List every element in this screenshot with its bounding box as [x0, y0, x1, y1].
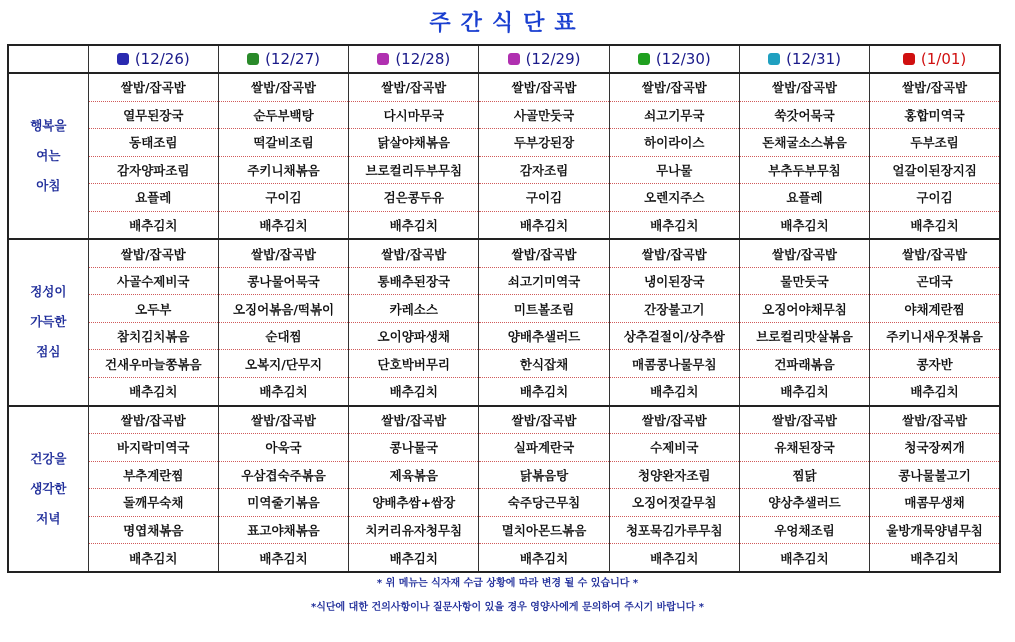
menu-item: 떡갈비조림: [218, 129, 348, 157]
menu-item: 바지락미역국: [88, 434, 218, 462]
menu-item: 검은콩두유: [349, 184, 479, 212]
menu-item: 하이라이스: [609, 129, 739, 157]
menu-item: 쌀밥/잡곡밥: [218, 239, 348, 267]
header-corner: [8, 45, 88, 73]
menu-item: 배추김치: [479, 377, 609, 405]
menu-item: 쌀밥/잡곡밥: [349, 406, 479, 434]
menu-item: 닭살야채볶음: [349, 129, 479, 157]
menu-item: 쌀밥/잡곡밥: [609, 239, 739, 267]
menu-item: 멸치아몬드볶음: [479, 516, 609, 544]
menu-item: 쇠고기무국: [609, 101, 739, 129]
menu-item: 쌀밥/잡곡밥: [870, 406, 1000, 434]
menu-item: 배추김치: [739, 211, 869, 239]
menu-item: 쌀밥/잡곡밥: [349, 73, 479, 101]
menu-item: 청국장찌개: [870, 434, 1000, 462]
menu-item: 곤대국: [870, 267, 1000, 295]
menu-item: 오이양파생채: [349, 322, 479, 350]
menu-row: [8, 406, 1000, 434]
menu-row: [8, 434, 1000, 462]
menu-item: 미트볼조림: [479, 295, 609, 323]
menu-item: 구이김: [870, 184, 1000, 212]
meal-label-line: 점심: [36, 344, 61, 360]
menu-item: 오두부: [88, 295, 218, 323]
day-date-label: (12/29): [525, 50, 581, 68]
page-title: 주간식단표: [429, 11, 586, 36]
menu-item: 동태조림: [88, 129, 218, 157]
menu-item: 부추계란찜: [88, 461, 218, 489]
menu-item: 감자양파조림: [88, 156, 218, 184]
menu-row: [8, 156, 1000, 184]
menu-item: 쑥갓어묵국: [739, 101, 869, 129]
day-date-label: (12/31): [786, 50, 841, 68]
menu-item: 오복지/단무지: [218, 350, 348, 378]
day-date-label: (12/30): [655, 50, 711, 68]
menu-item: 건새우마늘쫑볶음: [88, 350, 218, 378]
menu-item: 쌀밥/잡곡밥: [870, 73, 1000, 101]
menu-item: 브로컬리두부무침: [349, 156, 479, 184]
menu-item: 배추김치: [218, 377, 348, 405]
meal-label: [8, 73, 88, 239]
meal-label-line: 건강을: [30, 450, 67, 466]
menu-item: 배추김치: [349, 211, 479, 239]
menu-item: 쌀밥/잡곡밥: [870, 239, 1000, 267]
menu-item: 미역줄기볶음: [218, 489, 348, 517]
menu-item: 배추김치: [609, 544, 739, 572]
day-header: [479, 45, 609, 73]
menu-item: 야채계란찜: [870, 295, 1000, 323]
menu-item: 물만둣국: [739, 267, 869, 295]
menu-item: 사골만둣국: [479, 101, 609, 129]
menu-row: [8, 73, 1000, 101]
menu-item: 배추김치: [479, 544, 609, 572]
meal-label-line: 아침: [36, 178, 61, 194]
menu-item: 돌깨무숙채: [88, 489, 218, 517]
menu-row: [8, 211, 1000, 239]
menu-item: 오징어야채무침: [739, 295, 869, 323]
day-mark-icon: [377, 53, 389, 65]
menu-item: 유채된장국: [739, 434, 869, 462]
day-header: [870, 45, 1000, 73]
menu-item: 냉이된장국: [609, 267, 739, 295]
menu-item: 순대찜: [218, 322, 348, 350]
menu-item: 구이김: [218, 184, 348, 212]
menu-row: [8, 377, 1000, 405]
menu-item: 쌀밥/잡곡밥: [479, 73, 609, 101]
menu-item: 얼갈이된장지짐: [870, 156, 1000, 184]
menu-item: 쌀밥/잡곡밥: [739, 239, 869, 267]
menu-item: 콩나물어묵국: [218, 267, 348, 295]
menu-item: 실파계란국: [479, 434, 609, 462]
day-header: [88, 45, 218, 73]
menu-item: 콩나물국: [349, 434, 479, 462]
meal-label-line: 행복을: [30, 118, 67, 134]
menu-item: 쌀밥/잡곡밥: [609, 73, 739, 101]
menu-item: 두부조림: [870, 129, 1000, 157]
day-date-label: (12/28): [395, 50, 451, 68]
menu-item: 표고야채볶음: [218, 516, 348, 544]
menu-item: 치커리유자청무침: [349, 516, 479, 544]
weekly-menu-table: [7, 44, 1001, 573]
menu-item: 홍합미역국: [870, 101, 1000, 129]
meal-label-line: 정성이: [30, 284, 67, 300]
menu-row: [8, 267, 1000, 295]
meal-label-line: 저녁: [36, 510, 61, 526]
menu-row: [8, 322, 1000, 350]
menu-item: 양상추샐러드: [739, 489, 869, 517]
menu-item: 배추김치: [609, 377, 739, 405]
menu-item: 배추김치: [88, 544, 218, 572]
menu-item: 간장불고기: [609, 295, 739, 323]
menu-item: 배추김치: [218, 211, 348, 239]
menu-item: 수제비국: [609, 434, 739, 462]
menu-item: 건파래볶음: [739, 350, 869, 378]
menu-item: 청양완자조림: [609, 461, 739, 489]
menu-item: 상추겉절이/상추쌈: [609, 322, 739, 350]
meal-label-line: 가득한: [30, 314, 67, 330]
menu-item: 주키니새우젓볶음: [870, 322, 1000, 350]
menu-item: 배추김치: [739, 544, 869, 572]
menu-item: 오렌지주스: [609, 184, 739, 212]
menu-item: 배추김치: [609, 211, 739, 239]
menu-row: [8, 350, 1000, 378]
day-header: [218, 45, 348, 73]
meal-label-line: 여는: [36, 148, 61, 164]
menu-item: 쌀밥/잡곡밥: [349, 239, 479, 267]
day-date-label: (1/01): [920, 50, 967, 68]
day-mark-icon: [768, 53, 780, 65]
menu-item: 배추김치: [870, 377, 1000, 405]
menu-item: 제육볶음: [349, 461, 479, 489]
day-header: [349, 45, 479, 73]
menu-body: [8, 73, 1000, 572]
day-date-label: (12/26): [134, 50, 190, 68]
menu-item: 감자조림: [479, 156, 609, 184]
menu-item: 쌀밥/잡곡밥: [218, 406, 348, 434]
menu-row: [8, 461, 1000, 489]
menu-item: 쌀밥/잡곡밥: [479, 406, 609, 434]
menu-item: 찜닭: [739, 461, 869, 489]
menu-row: [8, 516, 1000, 544]
menu-item: 무나물: [609, 156, 739, 184]
menu-row: [8, 129, 1000, 157]
menu-item: 돈채굴소스볶음: [739, 129, 869, 157]
menu-item: 열무된장국: [88, 101, 218, 129]
menu-item: 단호박버무리: [349, 350, 479, 378]
day-mark-icon: [508, 53, 520, 65]
menu-item: 주키니채볶음: [218, 156, 348, 184]
menu-row: [8, 544, 1000, 572]
menu-item: 매콤무생채: [870, 489, 1000, 517]
menu-item: 매콤콩나물무침: [609, 350, 739, 378]
menu-item: 통배추된장국: [349, 267, 479, 295]
menu-item: 울방개묵양념무침: [870, 516, 1000, 544]
menu-item: 우엉채조림: [739, 516, 869, 544]
menu-item: 쇠고기미역국: [479, 267, 609, 295]
menu-item: 쌀밥/잡곡밥: [479, 239, 609, 267]
menu-item: 순두부백탕: [218, 101, 348, 129]
menu-item: 쌀밥/잡곡밥: [739, 406, 869, 434]
menu-row: [8, 489, 1000, 517]
menu-item: 배추김치: [88, 211, 218, 239]
menu-item: 카레소스: [349, 295, 479, 323]
menu-item: 배추김치: [218, 544, 348, 572]
day-header: [739, 45, 869, 73]
meal-label: [8, 406, 88, 572]
menu-item: 우삼겹숙주볶음: [218, 461, 348, 489]
day-header-row: [8, 45, 1000, 73]
menu-item: 다시마무국: [349, 101, 479, 129]
menu-item: 양배추쌈+쌈장: [349, 489, 479, 517]
meal-label: [8, 239, 88, 405]
notice-change: * 위 메뉴는 식자재 수급 상황에 따라 변경 될 수 있습니다 *: [376, 578, 639, 589]
menu-item: 쌀밥/잡곡밥: [739, 73, 869, 101]
menu-item: 요플레: [88, 184, 218, 212]
menu-item: 배추김치: [870, 544, 1000, 572]
menu-item: 청포묵김가루무침: [609, 516, 739, 544]
menu-item: 배추김치: [870, 211, 1000, 239]
menu-item: 오징어젓갈무침: [609, 489, 739, 517]
menu-item: 배추김치: [88, 377, 218, 405]
menu-row: [8, 295, 1000, 323]
menu-item: 양배추샐러드: [479, 322, 609, 350]
menu-item: 브로컬리맛살볶음: [739, 322, 869, 350]
day-header: [609, 45, 739, 73]
menu-item: 쌀밥/잡곡밥: [88, 73, 218, 101]
menu-item: 콩나물불고기: [870, 461, 1000, 489]
notice-contact: *식단에 대한 건의사항이나 질문사항이 있을 경우 영양사에게 문의하여 주시기 바랍니다 *: [310, 602, 705, 613]
day-mark-icon: [638, 53, 650, 65]
day-mark-icon: [117, 53, 129, 65]
menu-item: 쌀밥/잡곡밥: [609, 406, 739, 434]
menu-item: 숙주당근무침: [479, 489, 609, 517]
day-mark-icon: [903, 53, 915, 65]
menu-item: 배추김치: [349, 544, 479, 572]
menu-item: 배추김치: [479, 211, 609, 239]
day-date-label: (12/27): [265, 50, 320, 68]
menu-item: 아욱국: [218, 434, 348, 462]
menu-item: 쌀밥/잡곡밥: [218, 73, 348, 101]
menu-item: 명엽채볶음: [88, 516, 218, 544]
menu-item: 부추두부무침: [739, 156, 869, 184]
menu-item: 한식잡채: [479, 350, 609, 378]
meal-label-line: 생각한: [30, 480, 67, 496]
menu-item: 닭볶음탕: [479, 461, 609, 489]
menu-item: 오징어볶음/떡볶이: [218, 295, 348, 323]
menu-item: 쌀밥/잡곡밥: [88, 406, 218, 434]
day-mark-icon: [247, 53, 259, 65]
menu-row: [8, 184, 1000, 212]
menu-item: 두부강된장: [479, 129, 609, 157]
menu-item: 구이김: [479, 184, 609, 212]
menu-item: 참치김치볶음: [88, 322, 218, 350]
menu-item: 쌀밥/잡곡밥: [88, 239, 218, 267]
menu-item: 배추김치: [349, 377, 479, 405]
menu-item: 요플레: [739, 184, 869, 212]
menu-row: [8, 101, 1000, 129]
menu-row: [8, 239, 1000, 267]
menu-item: 사골수제비국: [88, 267, 218, 295]
menu-item: 배추김치: [739, 377, 869, 405]
menu-item: 콩자반: [870, 350, 1000, 378]
